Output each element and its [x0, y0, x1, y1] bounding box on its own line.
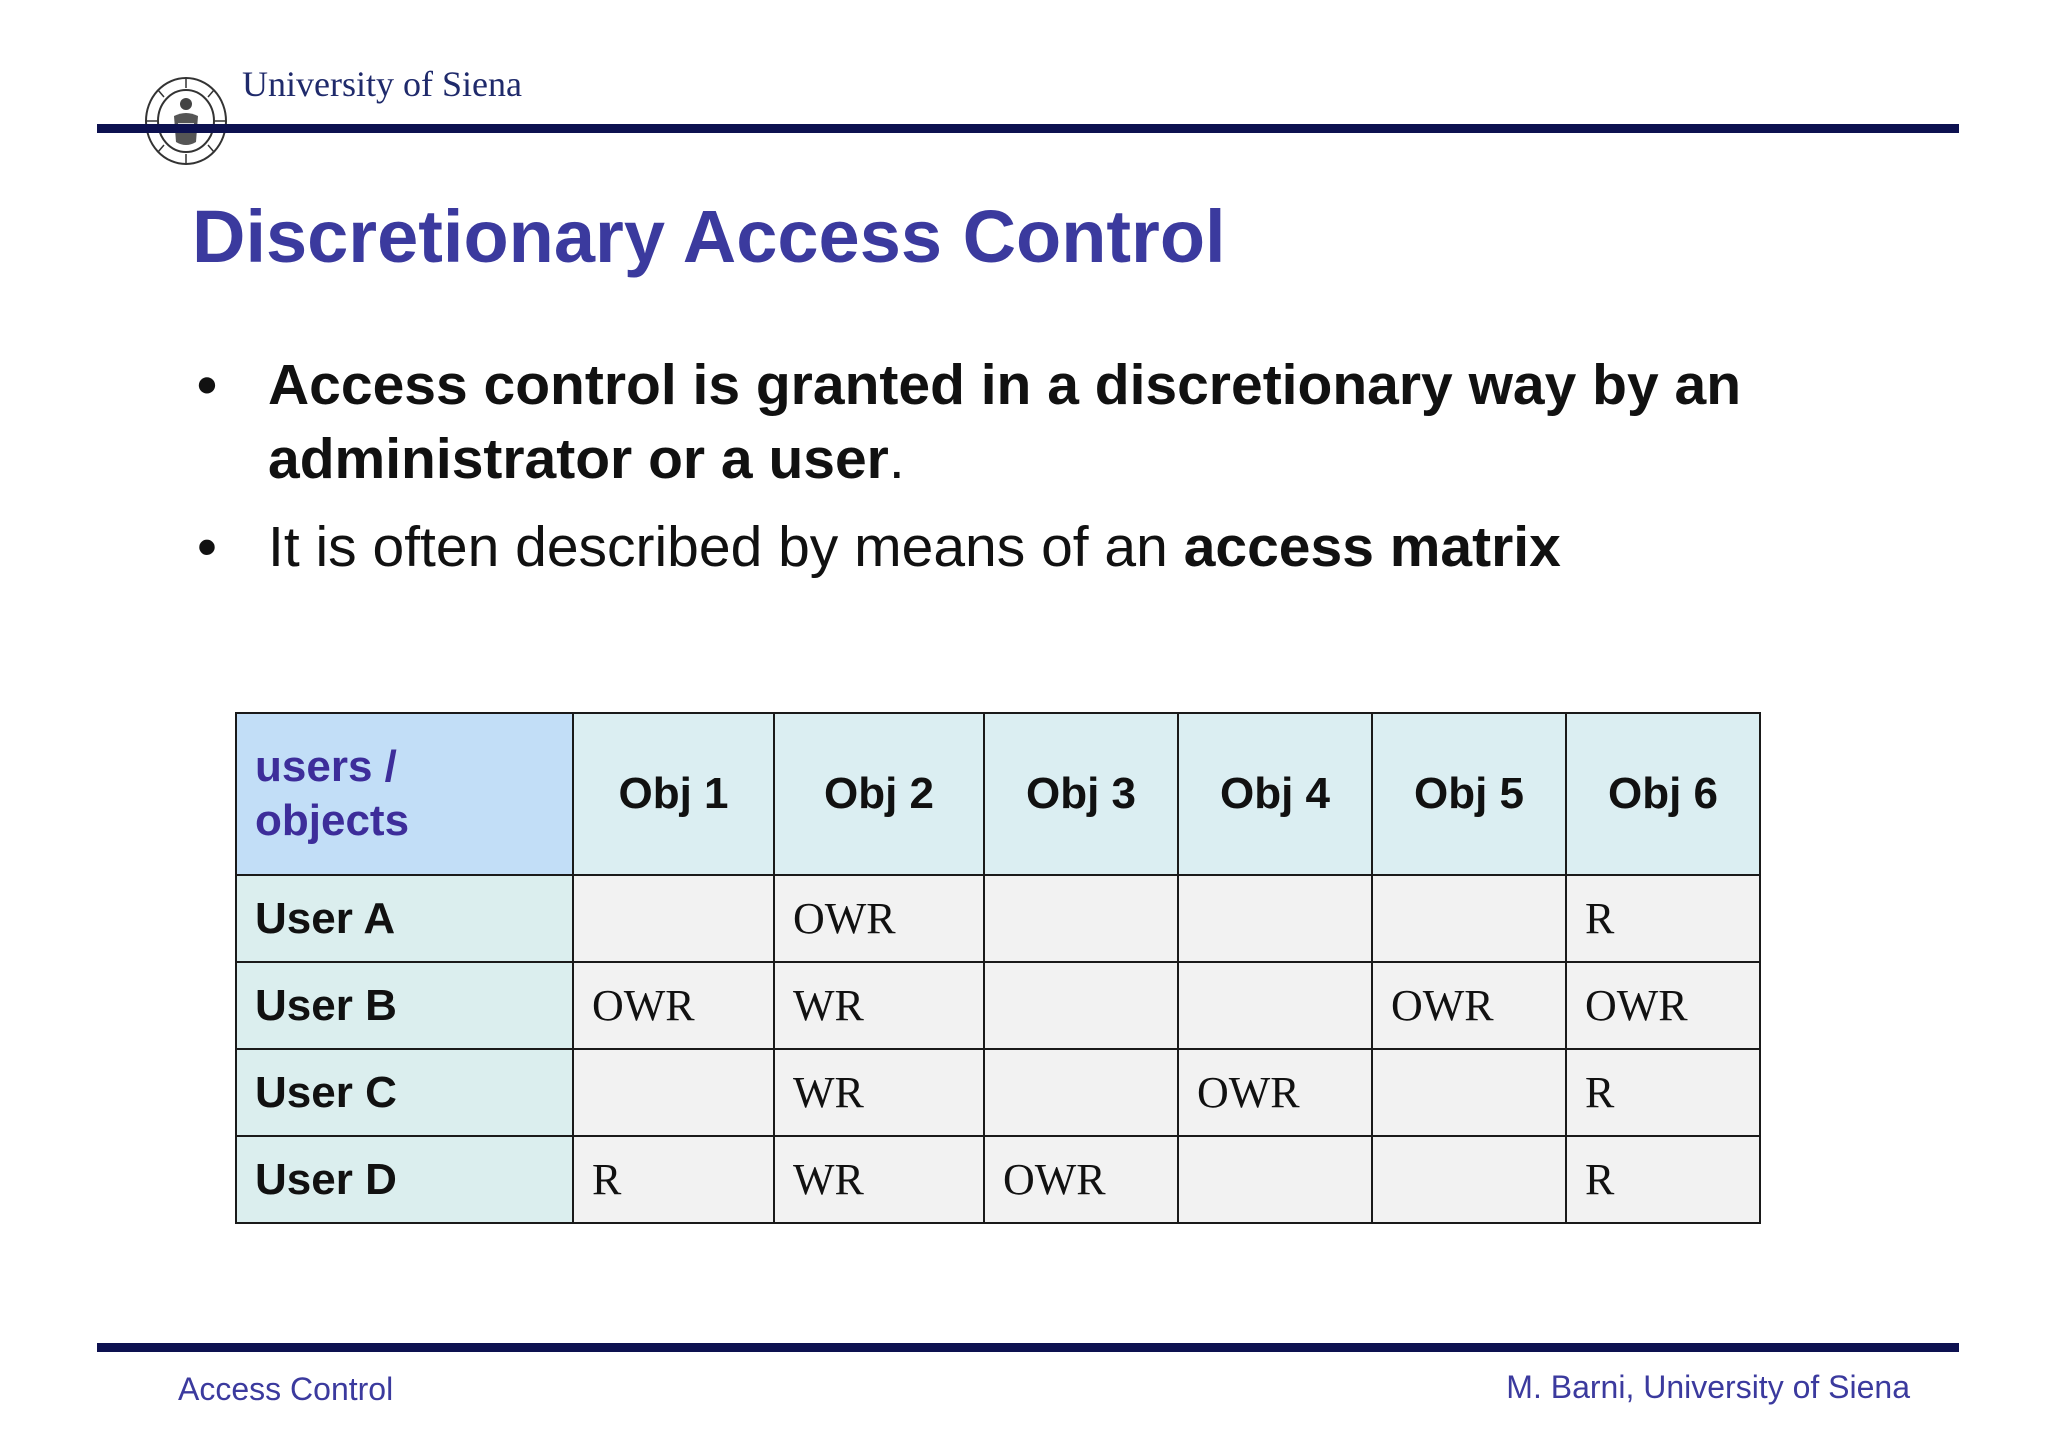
row-label: User D [236, 1136, 573, 1223]
table-cell: WR [774, 962, 984, 1049]
table-header-row [236, 713, 1760, 875]
table-row [236, 875, 1760, 962]
table-cell: WR [774, 1049, 984, 1136]
table-cell [573, 1049, 774, 1136]
table-cell: OWR [774, 875, 984, 962]
table-cell [984, 962, 1178, 1049]
table-cell [1178, 962, 1372, 1049]
table-cell: OWR [1372, 962, 1566, 1049]
column-header: Obj 5 [1372, 713, 1566, 875]
column-header: Obj 2 [774, 713, 984, 875]
table-cell [573, 875, 774, 962]
table-cell [1178, 875, 1372, 962]
table-cell [984, 1049, 1178, 1136]
bullet-item [192, 510, 1892, 584]
table-row [236, 1136, 1760, 1223]
table-row [236, 1049, 1760, 1136]
column-header: Obj 1 [573, 713, 774, 875]
table-cell: R [1566, 1049, 1760, 1136]
footer-rule [97, 1343, 1959, 1352]
corner-label-users: users / [255, 742, 397, 791]
bullet-dot-icon: • [197, 353, 217, 417]
table-cell: R [573, 1136, 774, 1223]
table-cell: R [1566, 875, 1760, 962]
university-name: University of Siena [242, 64, 522, 104]
bullet-dot-icon: • [197, 515, 217, 579]
table-cell: OWR [984, 1136, 1178, 1223]
table-cell: OWR [1566, 962, 1760, 1049]
table-row [236, 962, 1760, 1049]
footer-topic: Access Control [178, 1371, 394, 1407]
column-header: Obj 3 [984, 713, 1178, 875]
bullet-list [192, 348, 1892, 584]
access-matrix-table [235, 712, 1761, 1224]
table-cell: OWR [573, 962, 774, 1049]
bullet-text-tail: . [888, 427, 905, 491]
column-header: Obj 6 [1566, 713, 1760, 875]
table-cell [1372, 1049, 1566, 1136]
table-cell [1372, 1136, 1566, 1223]
table-cell [1178, 1136, 1372, 1223]
university-seal-icon [144, 76, 228, 166]
table-cell: R [1566, 1136, 1760, 1223]
table-cell [1372, 875, 1566, 962]
bullet-text-bold: access matrix [1183, 515, 1561, 579]
column-header: Obj 4 [1178, 713, 1372, 875]
header-rule [97, 124, 1959, 133]
table-cell: OWR [1178, 1049, 1372, 1136]
table-cell [984, 875, 1178, 962]
row-label: User B [236, 962, 573, 1049]
bullet-text: It is often described by means of an [268, 515, 1184, 579]
corner-header-cell [236, 713, 573, 875]
bullet-text-bold: Access control is granted in a discretionary way by an administrator or a user [268, 353, 1742, 491]
bullet-item [192, 348, 1892, 496]
corner-label-objects: objects [255, 796, 410, 845]
row-label: User C [236, 1049, 573, 1136]
slide-title: Discretionary Access Control [192, 195, 1226, 278]
footer-author: M. Barni, University of Siena [1506, 1369, 1910, 1405]
row-label: User A [236, 875, 573, 962]
table-cell: WR [774, 1136, 984, 1223]
